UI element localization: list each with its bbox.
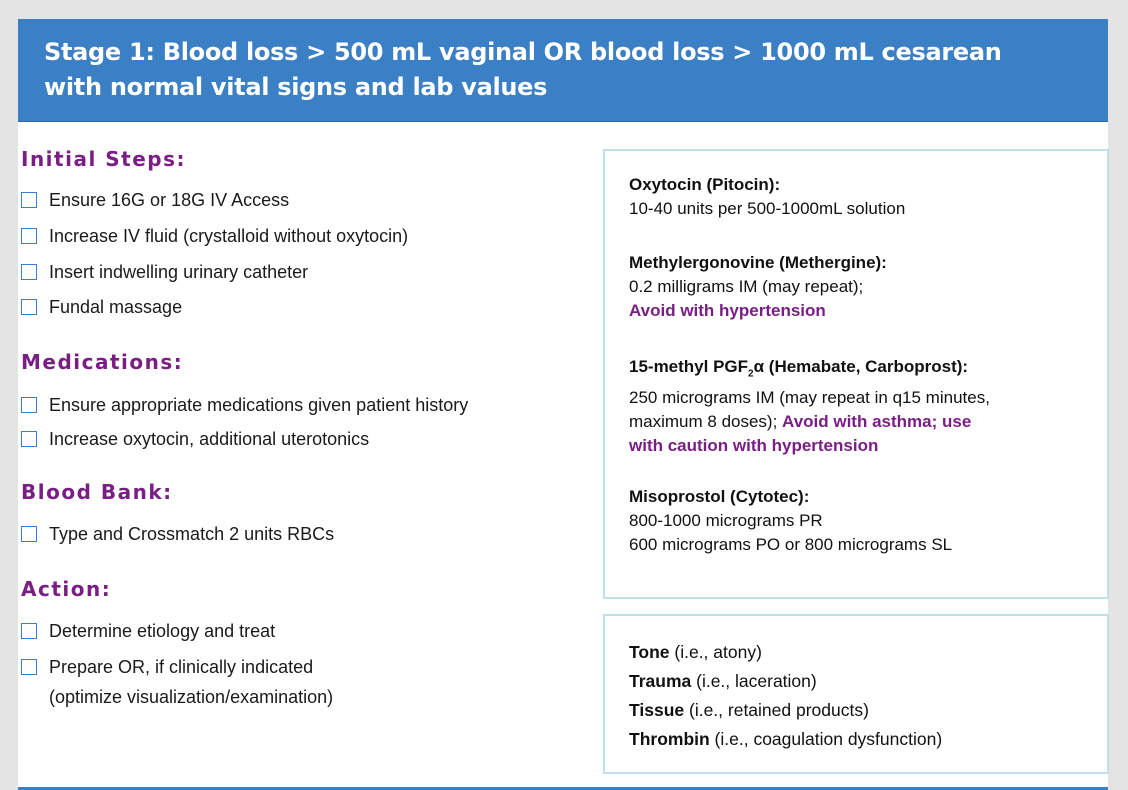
etiology-item-thrombin (629, 725, 942, 754)
initial-steps-title: Initial Steps: (21, 147, 187, 171)
misoprostol-entry (629, 485, 952, 557)
etiology-item-tissue (629, 696, 942, 725)
checklist-item-label: Type and Crossmatch 2 units RBCs (49, 524, 335, 544)
stage-title (44, 35, 1084, 105)
etiology-desc: (i.e., coagulation dysfunction) (709, 729, 943, 749)
checkbox-icon[interactable] (21, 299, 37, 315)
checklist-item-label: Increase IV fluid (crystalloid without oxytocin) (49, 226, 409, 246)
etiology-term: Trauma (629, 671, 692, 691)
misoprostol-dose-line2: 600 micrograms PO or 800 micrograms SL (629, 535, 953, 554)
oxytocin-entry (629, 173, 905, 221)
methylergonovine-warning: Avoid with hypertension (629, 301, 826, 320)
stage-criteria-line2: with normal vital signs and lab values (44, 73, 548, 101)
misoprostol-dose-line1: 800-1000 micrograms PR (629, 511, 823, 530)
checklist-item[interactable] (21, 390, 468, 420)
etiology-list (629, 638, 942, 754)
checklist-item[interactable] (21, 519, 334, 549)
checkbox-icon[interactable] (21, 192, 37, 208)
checklist-item[interactable] (21, 221, 408, 251)
checklist-item[interactable] (21, 185, 289, 215)
hemabate-dose-line1: 250 micrograms IM (may repeat in q15 minutes, (629, 388, 990, 408)
medications-title: Medications: (21, 350, 184, 374)
oxytocin-name: Oxytocin (Pitocin): (629, 175, 781, 194)
checklist-item-label: Increase oxytocin, additional uterotonics (49, 429, 370, 449)
stage-label: Stage 1: (44, 38, 155, 66)
hemabate-warning-line1: Avoid with asthma; use (782, 412, 972, 432)
misoprostol-name: Misoprostol (Cytotec): (629, 487, 810, 506)
checklist-item[interactable] (21, 424, 369, 454)
methylergonovine-entry (629, 251, 887, 323)
checklist-item-label: Determine etiology and treat (49, 621, 276, 641)
checkbox-icon[interactable] (21, 623, 37, 639)
checklist-item-label: Ensure appropriate medications given patient history (49, 395, 469, 415)
medication-dosing-panel (603, 149, 1109, 599)
checkbox-icon[interactable] (21, 431, 37, 447)
etiology-item-trauma (629, 667, 942, 696)
checkbox-icon[interactable] (21, 659, 37, 675)
oxytocin-dose: 10-40 units per 500-1000mL solution (629, 199, 906, 218)
checkbox-icon[interactable] (21, 397, 37, 413)
checkbox-icon[interactable] (21, 526, 37, 542)
etiology-term: Tone (629, 642, 670, 662)
checklist-item[interactable] (21, 652, 333, 712)
stage-card (18, 19, 1108, 790)
etiology-desc: (i.e., retained products) (684, 700, 869, 720)
stage-criteria-line1: Blood loss > 500 mL vaginal OR blood loss > 1000 mL cesarean (154, 38, 1002, 66)
checkbox-icon[interactable] (21, 228, 37, 244)
checklist-item[interactable] (21, 616, 275, 646)
methylergonovine-dose: 0.2 milligrams IM (may repeat); (629, 277, 864, 296)
checklist-item-label: Fundal massage (49, 297, 183, 317)
checklist-item[interactable] (21, 292, 182, 322)
etiology-term: Tissue (629, 700, 685, 720)
hemabate-warning-line2: with caution with hypertension (629, 436, 879, 456)
hemabate-name (629, 357, 969, 380)
checklist-item-label: Ensure 16G or 18G IV Access (49, 190, 290, 210)
etiology-term: Thrombin (629, 729, 710, 749)
stage-header (18, 19, 1108, 122)
hemabate-name-suffix: α (Hemabate, Carboprost): (753, 357, 969, 376)
checklist-item-label-line1: Prepare OR, if clinically indicated (49, 657, 314, 677)
etiology-desc: (i.e., laceration) (691, 671, 817, 691)
hemabate-entry (629, 355, 990, 458)
etiology-item-tone (629, 638, 942, 667)
checklist-item[interactable] (21, 257, 308, 287)
blood-bank-title: Blood Bank: (21, 480, 173, 504)
hemabate-name-subscript: 2 (748, 368, 754, 380)
hemabate-dose-line2: maximum 8 doses); (629, 412, 783, 432)
etiology-panel (603, 614, 1109, 774)
etiology-desc: (i.e., atony) (669, 642, 762, 662)
checkbox-icon[interactable] (21, 264, 37, 280)
checklist-item-label (49, 652, 333, 712)
checklist-item-label-line2: (optimize visualization/examination) (49, 687, 334, 707)
action-title: Action: (21, 577, 112, 601)
methylergonovine-name: Methylergonovine (Methergine): (629, 253, 887, 272)
checklist-item-label: Insert indwelling urinary catheter (49, 262, 309, 282)
hemabate-name-prefix: 15-methyl PGF (629, 357, 749, 376)
